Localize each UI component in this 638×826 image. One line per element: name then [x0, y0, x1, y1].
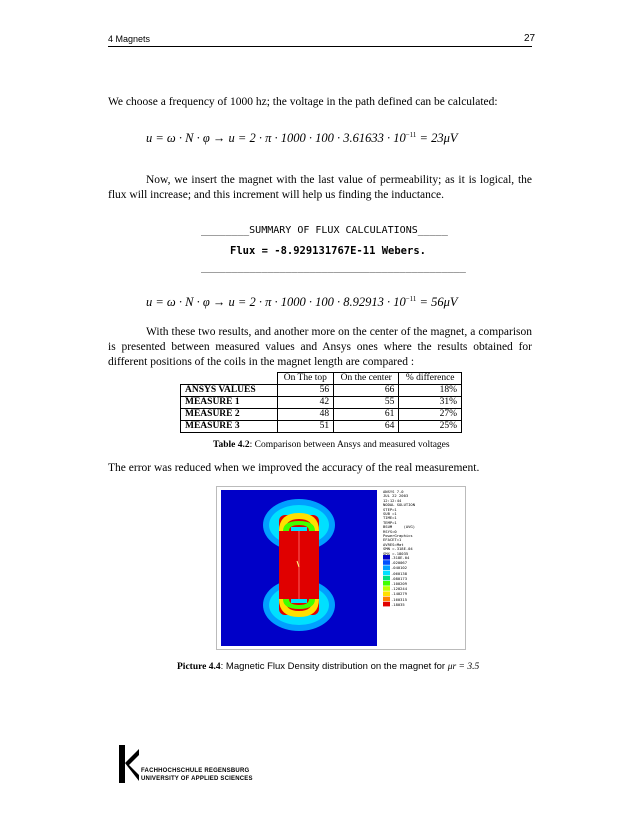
legend-values: [391, 555, 409, 607]
table-header-cell: [181, 373, 278, 385]
flux-density-plot: [217, 487, 465, 649]
table-cell: MEASURE 3: [181, 421, 278, 433]
table-cell: 18%: [399, 385, 462, 397]
flux-summary-value: Flux = -8.929131767E-11 Webers.: [230, 245, 426, 257]
bottom-cap-center: [291, 599, 307, 603]
table-row: [181, 421, 462, 433]
table-cell: 27%: [399, 409, 462, 421]
legend-value: .040102: [391, 565, 408, 571]
legend-swatch: [383, 571, 390, 576]
table-row: [181, 385, 462, 397]
legend-swatches: [383, 555, 390, 606]
paragraph-2: Now, we insert the magnet with the last value of permeability; as it is logical, the flux will increase; and this increment will help us finding the inductance.: [108, 174, 532, 201]
legend-value: .160315: [391, 596, 408, 602]
legend-value: .18035: [391, 601, 405, 607]
legend-header: ANSYS 7.0 JUL 22 2003 12:12:44 NODAL SOLUTION STEP=1 SUB =1 TIME=1 TEMP=1 BSUM (AVG) RSYS=0 PowerGraphics EFACET=1 AVRES=Mat SMN =.318E-04 SMX =.18035: [383, 489, 416, 556]
flux-summary-rule: ____________________________________________: [201, 262, 466, 273]
figure-caption-mu: μr = 3.5: [447, 662, 480, 672]
equation-2-main: u = ω · N · φ → u = 2 · π · 1000 · 100 · 8.92913 · 10: [146, 295, 406, 310]
equation-2-result: = 56μV: [416, 295, 458, 310]
legend-value: .120244: [391, 586, 408, 592]
table-cell: 55: [334, 397, 399, 409]
legend-swatch: [383, 586, 390, 591]
legend-value: .100209: [391, 580, 408, 586]
table-header-cell: % difference: [399, 373, 462, 385]
legend-value: .080173: [391, 575, 408, 581]
flux-summary-title: ________SUMMARY OF FLUX CALCULATIONS_____: [201, 225, 448, 236]
comparison-table: [180, 372, 462, 433]
table-cell: 48: [277, 409, 334, 421]
legend-swatch: [383, 591, 390, 596]
logo-line-1: FACHHOCHSCHULE REGENSBURG: [141, 768, 250, 774]
page-number: 27: [524, 33, 536, 44]
equation-2: [146, 295, 458, 310]
equation-2-exponent: −11: [405, 295, 417, 303]
equation-1-exponent: −11: [405, 131, 417, 139]
table-header-row: [181, 373, 462, 385]
table-cell: 42: [277, 397, 334, 409]
table-cell: ANSYS VALUES: [181, 385, 278, 397]
flux-density-figure: [216, 486, 466, 650]
table-caption-text: : Comparison between Ansys and measured voltages: [249, 440, 450, 450]
legend-swatch: [383, 576, 390, 581]
legend-value: .020067: [391, 560, 408, 566]
logo-mark-icon: [119, 745, 139, 783]
figure-caption: [177, 661, 479, 672]
table-cell: 61: [334, 409, 399, 421]
table-cell: 66: [334, 385, 399, 397]
table-cell: 64: [334, 421, 399, 433]
logo-line-2: UNIVERSITY OF APPLIED SCIENCES: [141, 776, 253, 782]
legend-swatch: [383, 581, 390, 586]
equation-1: [146, 131, 458, 146]
paragraph-4: The error was reduced when we improved the accuracy of the real measurement.: [108, 462, 480, 474]
equation-1-result: = 23μV: [416, 131, 458, 146]
legend-swatch: [383, 560, 390, 565]
table-cell: 25%: [399, 421, 462, 433]
table-cell: MEASURE 2: [181, 409, 278, 421]
table-header-cell: On The top: [277, 373, 334, 385]
university-logo: [119, 745, 139, 783]
table-caption-label: Table 4.2: [213, 440, 250, 450]
top-cap-center: [291, 527, 307, 531]
table-cell: MEASURE 1: [181, 397, 278, 409]
header-rule: [108, 46, 532, 47]
equation-1-main: u = ω · N · φ → u = 2 · π · 1000 · 100 · 3.61633 · 10: [146, 131, 406, 146]
table-row: [181, 409, 462, 421]
paragraph-3: With these two results, and another more on the center of the magnet, a comparison is presented between measured values and Ansys ones where the results obtained for different positions of the coils in the magnet length are compared :: [108, 326, 532, 368]
paragraph-1: We choose a frequency of 1000 hz; the voltage in the path defined can be calculated:: [108, 96, 498, 108]
table-caption: [213, 440, 450, 450]
figure-caption-text: : Magnetic Flux Density distribution on the magnet for: [220, 661, 448, 672]
table-header-cell: On the center: [334, 373, 399, 385]
table-cell: 51: [277, 421, 334, 433]
legend-swatch: [383, 597, 390, 602]
figure-caption-label: Picture 4.4: [177, 662, 221, 672]
legend-value: .140279: [391, 591, 408, 597]
table-cell: 31%: [399, 397, 462, 409]
table-cell: 56: [277, 385, 334, 397]
legend-value: .060138: [391, 570, 408, 576]
chapter-header: 4 Magnets: [108, 34, 151, 44]
legend-value: .318E-04: [391, 555, 410, 560]
legend-swatch: [383, 565, 390, 570]
table-row: [181, 397, 462, 409]
legend-swatch: [383, 602, 390, 607]
